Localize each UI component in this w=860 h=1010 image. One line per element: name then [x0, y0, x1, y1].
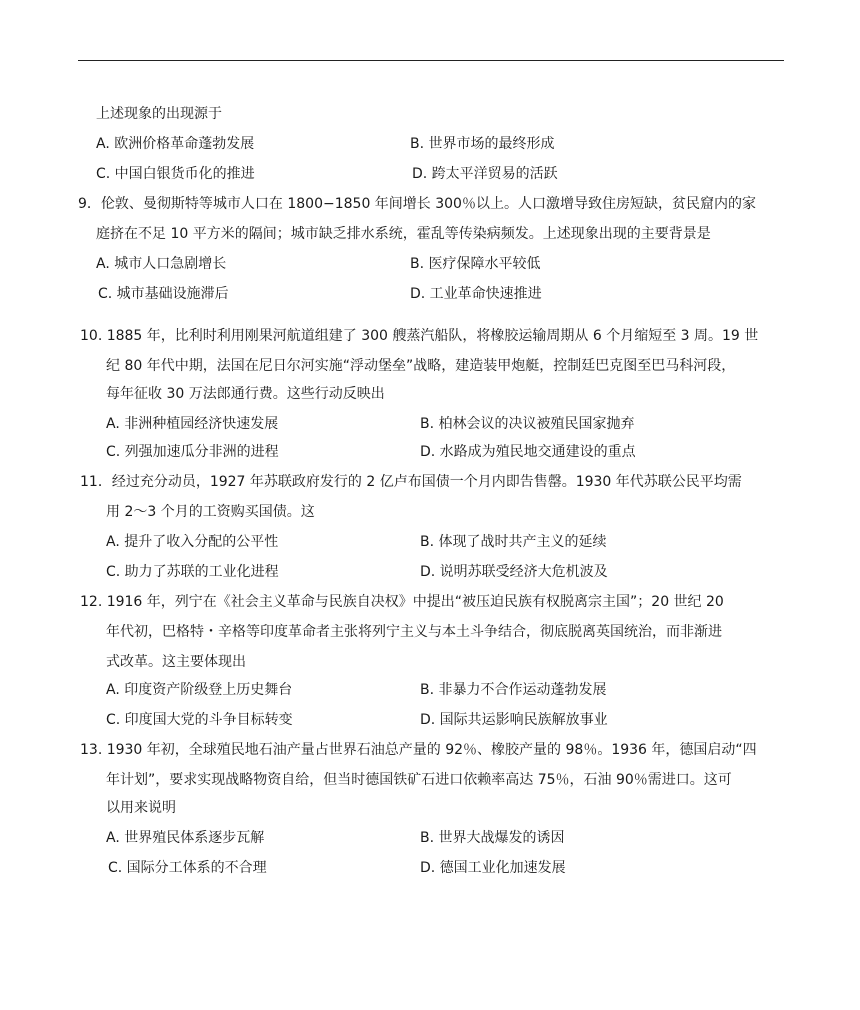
q10-option-c[interactable]: C. 列强加速瓜分非洲的进程 — [106, 444, 279, 460]
q9-option-d[interactable]: D. 工业革命快速推进 — [410, 286, 542, 302]
q11-option-d[interactable]: D. 说明苏联受经济大危机波及 — [420, 564, 608, 580]
q8-stem-tail: 上述现象的出现源于 — [96, 106, 222, 122]
q9-stem-line-2: 庭挤在不足 10 平方米的隔间；城市缺乏排水系统，霍乱等传染病频发。上述现象出现的主要背景是 — [96, 226, 711, 242]
q8-option-a[interactable]: A. 欧洲价格革命蓬勃发展 — [96, 136, 255, 152]
q9-option-c[interactable]: C. 城市基础设施滞后 — [98, 286, 229, 302]
q8-option-b[interactable]: B. 世界市场的最终形成 — [410, 136, 555, 152]
q12-stem-line-2: 年代初，巴格特・辛格等印度革命者主张将列宁主义与本土斗争结合，彻底脱离英国统治，而非渐进 — [106, 624, 722, 640]
q11-option-a[interactable]: A. 提升了收入分配的公平性 — [106, 534, 279, 550]
q10-option-a[interactable]: A. 非洲种植园经济快速发展 — [106, 416, 279, 432]
q13-option-b[interactable]: B. 世界大战爆发的诱因 — [420, 830, 565, 846]
q9-stem-line-1: 9．伦敦、曼彻斯特等城市人口在 1800−1850 年间增长 300％以上。人口激增导致住房短缺，贫民窟内的家 — [78, 196, 756, 212]
q10-stem-line-3: 每年征收 30 万法郎通行费。这些行动反映出 — [106, 386, 385, 402]
q8-option-c[interactable]: C. 中国白银货币化的推进 — [96, 166, 255, 182]
q12-stem-line-1: 12. 1916 年，列宁在《社会主义革命与民族自决权》中提出“被压迫民族有权脱离宗主国”；20 世纪 20 — [80, 594, 724, 610]
q10-option-b[interactable]: B. 柏林会议的决议被殖民国家抛弃 — [420, 416, 635, 432]
q12-stem-line-3: 式改革。这主要体现出 — [106, 654, 246, 670]
q8-option-d[interactable]: D. 跨太平洋贸易的活跃 — [412, 166, 558, 182]
q13-stem-line-3: 以用来说明 — [106, 800, 176, 816]
q11-option-c[interactable]: C. 助力了苏联的工业化进程 — [106, 564, 279, 580]
q11-stem-line-1: 11．经过充分动员，1927 年苏联政府发行的 2 亿卢布国债一个月内即告售罄。1930 年代苏联公民平均需 — [80, 474, 742, 490]
q12-option-b[interactable]: B. 非暴力不合作运动蓬勃发展 — [420, 682, 607, 698]
header-rule — [78, 60, 784, 61]
q11-option-b[interactable]: B. 体现了战时共产主义的延续 — [420, 534, 607, 550]
q12-option-a[interactable]: A. 印度资产阶级登上历史舞台 — [106, 682, 293, 698]
q10-stem-line-1: 10. 1885 年，比利时利用刚果河航道组建了 300 艘蒸汽船队，将橡胶运输周期从 6 个月缩短至 3 周。19 世 — [80, 328, 759, 344]
q13-option-a[interactable]: A. 世界殖民体系逐步瓦解 — [106, 830, 265, 846]
q9-option-a[interactable]: A. 城市人口急剧增长 — [96, 256, 227, 272]
q10-option-d[interactable]: D. 水路成为殖民地交通建设的重点 — [420, 444, 636, 460]
q13-option-d[interactable]: D. 德国工业化加速发展 — [420, 860, 566, 876]
q13-stem-line-1: 13. 1930 年初，全球殖民地石油产量占世界石油总产量的 92％、橡胶产量的 98％。1936 年，德国启动“四 — [80, 742, 757, 758]
q12-option-d[interactable]: D. 国际共运影响民族解放事业 — [420, 712, 608, 728]
q12-option-c[interactable]: C. 印度国大党的斗争目标转变 — [106, 712, 293, 728]
q9-option-b[interactable]: B. 医疗保障水平较低 — [410, 256, 541, 272]
q11-stem-line-2: 用 2～3 个月的工资购买国债。这 — [106, 504, 315, 520]
q13-stem-line-2: 年计划”，要求实现战略物资自给，但当时德国铁矿石进口依赖率高达 75％，石油 90％需进口。这可 — [106, 772, 732, 788]
q13-option-c[interactable]: C. 国际分工体系的不合理 — [108, 860, 267, 876]
q10-stem-line-2: 纪 80 年代中期，法国在尼日尔河实施“浮动堡垒”战略，建造装甲炮艇，控制廷巴克图至巴马科河段， — [106, 358, 736, 374]
